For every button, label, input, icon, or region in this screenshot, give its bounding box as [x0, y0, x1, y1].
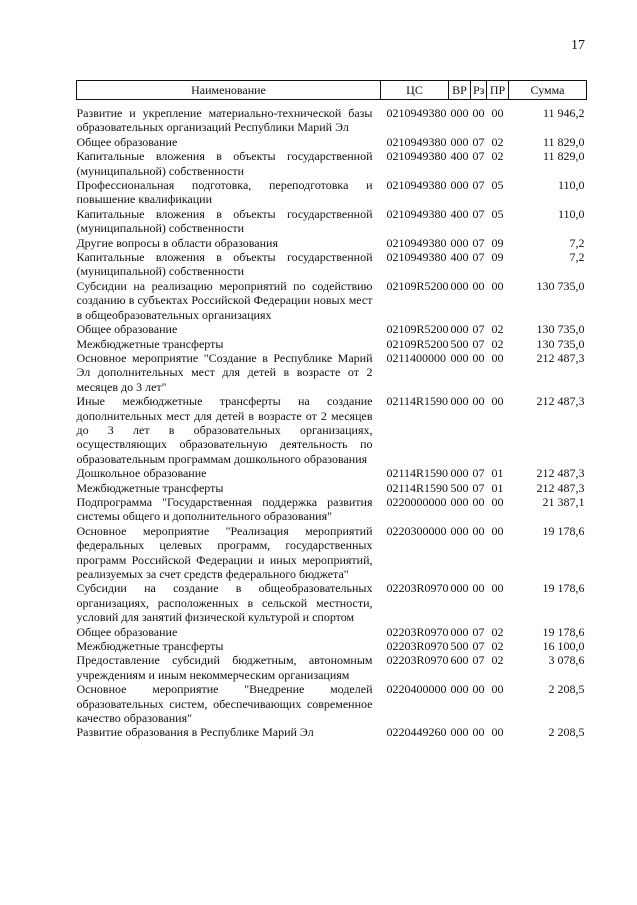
table-row: [77, 135, 587, 149]
row-cs: 0220300000: [386, 523, 447, 538]
table-row: [77, 495, 587, 524]
row-vr: 000: [450, 235, 469, 250]
header-rz: Рз: [471, 81, 487, 100]
row-name: Общее образование: [76, 624, 178, 639]
row-sum: 19 178,6: [542, 624, 585, 639]
row-name: Другие вопросы в области образования: [76, 235, 278, 250]
row-rz: 07: [472, 336, 485, 351]
row-cs: 02114R1590: [386, 480, 449, 495]
row-rz: 07: [472, 235, 485, 250]
row-pr: 02: [491, 149, 504, 164]
row-vr: 600: [450, 653, 469, 668]
row-vr: 000: [450, 466, 469, 481]
table-header: [77, 81, 587, 100]
row-vr: 000: [450, 178, 469, 193]
row-pr: 00: [491, 581, 504, 596]
row-cs: 02203R0970: [386, 624, 449, 639]
row-vr: 000: [450, 106, 469, 120]
row-cs: 0210949380: [386, 235, 447, 250]
row-name: Дошкольное образование: [76, 466, 207, 481]
row-name: Основное мероприятие "Создание в Республике Марий Эл дополнительных мест для детей в возрасте от 2 месяцев до 3 лет": [76, 350, 373, 394]
row-pr: 00: [491, 394, 504, 409]
table-body: [77, 100, 587, 740]
table-row: [77, 625, 587, 639]
row-pr: 05: [491, 178, 504, 193]
row-vr: 000: [450, 394, 469, 409]
row-rz: 07: [472, 206, 485, 221]
row-rz: 07: [472, 250, 485, 265]
row-rz: 07: [472, 322, 485, 337]
table-row: [77, 682, 587, 725]
table-row: [77, 337, 587, 351]
row-pr: 00: [491, 494, 504, 509]
row-rz: 00: [472, 106, 485, 120]
table-row: [77, 466, 587, 480]
row-name: Иные межбюджетные трансферты на создание дополнительных мест для детей в возрасте от 2 месяцев до 3 лет в образовательных организациях, осуществляющих образовательную деятельность по образовательным программам дошкольного образования: [76, 394, 373, 466]
row-rz: 07: [472, 639, 485, 654]
row-rz: 00: [472, 278, 485, 293]
row-sum: 2 208,5: [548, 725, 585, 740]
row-vr: 000: [450, 278, 469, 293]
row-pr: 01: [491, 466, 504, 481]
table-row: [77, 481, 587, 495]
table-row: [77, 100, 587, 135]
table-row: [77, 725, 587, 739]
row-name: Капитальные вложения в объекты государственной (муниципальной) собственности: [76, 149, 373, 178]
row-cs: 0210949380: [386, 149, 447, 164]
row-cs: 0210949380: [386, 178, 447, 193]
row-cs: 02114R1590: [386, 466, 449, 481]
row-pr: 02: [491, 624, 504, 639]
row-name: Общее образование: [76, 322, 178, 337]
row-cs: 02109R5200: [386, 336, 449, 351]
table-row: [77, 279, 587, 322]
row-cs: 0220449260: [386, 725, 447, 740]
row-vr: 000: [450, 322, 469, 337]
row-vr: 400: [450, 206, 469, 221]
row-vr: 500: [450, 336, 469, 351]
row-pr: 02: [491, 639, 504, 654]
table-row: [77, 207, 587, 236]
row-cs: 0220400000: [386, 682, 447, 697]
row-pr: 02: [491, 134, 504, 149]
row-sum: 7,2: [569, 250, 585, 265]
row-cs: 0210949380: [386, 206, 447, 221]
table-row: [77, 581, 587, 624]
row-name: Предоставление субсидий бюджетным, автономным учреждениям и иным некоммерческим организациям: [76, 653, 373, 682]
row-pr: 02: [491, 336, 504, 351]
row-sum: 19 178,6: [542, 523, 585, 538]
row-rz: 07: [472, 134, 485, 149]
row-cs: 0210949380: [386, 134, 447, 149]
row-cs: 0211400000: [386, 350, 447, 365]
row-cs: 02203R0970: [386, 653, 449, 668]
row-name: Профессиональная подготовка, переподготовка и повышение квалификации: [76, 178, 373, 207]
header-vr: ВР: [449, 81, 471, 100]
row-cs: 0220000000: [386, 494, 447, 509]
row-rz: 00: [472, 682, 485, 697]
row-rz: 00: [472, 523, 485, 538]
row-vr: 000: [450, 725, 469, 740]
row-pr: 09: [491, 235, 504, 250]
row-cs: 02203R0970: [386, 639, 449, 654]
table-row: [77, 149, 587, 178]
row-name: Межбюджетные трансферты: [76, 336, 224, 351]
table-row: [77, 524, 587, 582]
row-cs: 0210949380: [386, 106, 447, 120]
row-pr: 02: [491, 653, 504, 668]
row-pr: 09: [491, 250, 504, 265]
row-sum: 212 487,3: [536, 466, 585, 481]
row-sum: 11 946,2: [542, 106, 585, 120]
row-sum: 110,0: [557, 178, 585, 193]
row-sum: 19 178,6: [542, 581, 585, 596]
budget-table: [76, 80, 587, 740]
row-rz: 00: [472, 581, 485, 596]
table-row: [77, 351, 587, 394]
row-rz: 07: [472, 149, 485, 164]
row-name: Общее образование: [76, 134, 178, 149]
row-name: Субсидии на создание в общеобразовательных организациях, расположенных в сельской местности, условий для занятий физической культурой и спортом: [76, 581, 373, 625]
row-rz: 00: [472, 350, 485, 365]
row-rz: 00: [472, 394, 485, 409]
row-vr: 400: [450, 149, 469, 164]
table-row: [77, 236, 587, 250]
row-sum: 11 829,0: [542, 134, 585, 149]
row-pr: 00: [491, 278, 504, 293]
table-row: [77, 178, 587, 207]
row-pr: 05: [491, 206, 504, 221]
table-row: [77, 653, 587, 682]
row-vr: 000: [450, 523, 469, 538]
row-sum: 212 487,3: [536, 480, 585, 495]
header-cs: ЦС: [381, 81, 449, 100]
table-row: [77, 639, 587, 653]
row-cs: 02114R1590: [386, 394, 449, 409]
header-sum: Сумма: [509, 81, 587, 100]
row-sum: 130 735,0: [536, 336, 585, 351]
row-name: Субсидии на реализацию мероприятий по содействию созданию в субъектах Российской Федерации новых мест в общеобразовательных организациях: [76, 278, 373, 322]
row-cs: 02109R5200: [386, 322, 449, 337]
row-sum: 2 208,5: [548, 682, 585, 697]
table-row: [77, 322, 587, 336]
row-rz: 07: [472, 653, 485, 668]
row-sum: 11 829,0: [542, 149, 585, 164]
row-vr: 000: [450, 682, 469, 697]
row-sum: 130 735,0: [536, 278, 585, 293]
row-cs: 02203R0970: [386, 581, 449, 596]
row-name: Капитальные вложения в объекты государственной (муниципальной) собственности: [76, 250, 373, 279]
row-sum: 7,2: [569, 235, 585, 250]
row-name: Капитальные вложения в объекты государственной (муниципальной) собственности: [76, 206, 373, 236]
row-vr: 500: [450, 639, 469, 654]
row-name: Развитие образования в Республике Марий Эл: [76, 725, 314, 740]
row-name: Основное мероприятие "Внедрение моделей образовательных систем, обеспечивающих современное качество образования": [76, 682, 373, 726]
row-name: Основное мероприятие "Реализация мероприятий федеральных целевых программ, государственных программ Российской Федерации и иных мероприятий, реализуемых за счет средств федерального бюджета": [76, 523, 373, 581]
row-vr: 000: [450, 581, 469, 596]
header-name: Наименование: [77, 81, 381, 100]
row-rz: 07: [472, 178, 485, 193]
page-number: 17: [571, 38, 585, 53]
row-vr: 400: [450, 250, 469, 265]
row-pr: 00: [491, 523, 504, 538]
header-pr: ПР: [487, 81, 509, 100]
row-name: Межбюджетные трансферты: [76, 639, 224, 654]
table-row: [77, 394, 587, 466]
row-vr: 000: [450, 494, 469, 509]
row-pr: 01: [491, 480, 504, 495]
row-pr: 00: [491, 350, 504, 365]
row-sum: 16 100,0: [542, 639, 585, 654]
row-cs: 02109R5200: [386, 278, 449, 293]
row-vr: 000: [450, 134, 469, 149]
row-sum: 212 487,3: [536, 350, 585, 365]
row-rz: 07: [472, 466, 485, 481]
row-sum: 21 387,1: [542, 494, 585, 509]
row-rz: 00: [472, 725, 485, 740]
row-sum: 3 078,6: [548, 653, 585, 668]
row-vr: 000: [450, 350, 469, 365]
row-pr: 00: [491, 725, 504, 740]
row-rz: 00: [472, 494, 485, 509]
row-vr: 000: [450, 624, 469, 639]
row-rz: 07: [472, 480, 485, 495]
row-pr: 00: [491, 106, 504, 120]
row-cs: 0210949380: [386, 250, 447, 265]
row-vr: 500: [450, 480, 469, 495]
table-row: [77, 250, 587, 279]
row-sum: 212 487,3: [536, 394, 585, 409]
row-name: Межбюджетные трансферты: [76, 480, 224, 495]
row-pr: 00: [491, 682, 504, 697]
row-pr: 02: [491, 322, 504, 337]
row-sum: 130 735,0: [536, 322, 585, 337]
row-name: Подпрограмма "Государственная поддержка развития системы общего и дополнительного образования": [76, 494, 373, 524]
row-rz: 07: [472, 624, 485, 639]
row-sum: 110,0: [557, 206, 585, 221]
row-name: Развитие и укрепление материально-технической базы образовательных организаций Республики Марий Эл: [76, 106, 373, 135]
